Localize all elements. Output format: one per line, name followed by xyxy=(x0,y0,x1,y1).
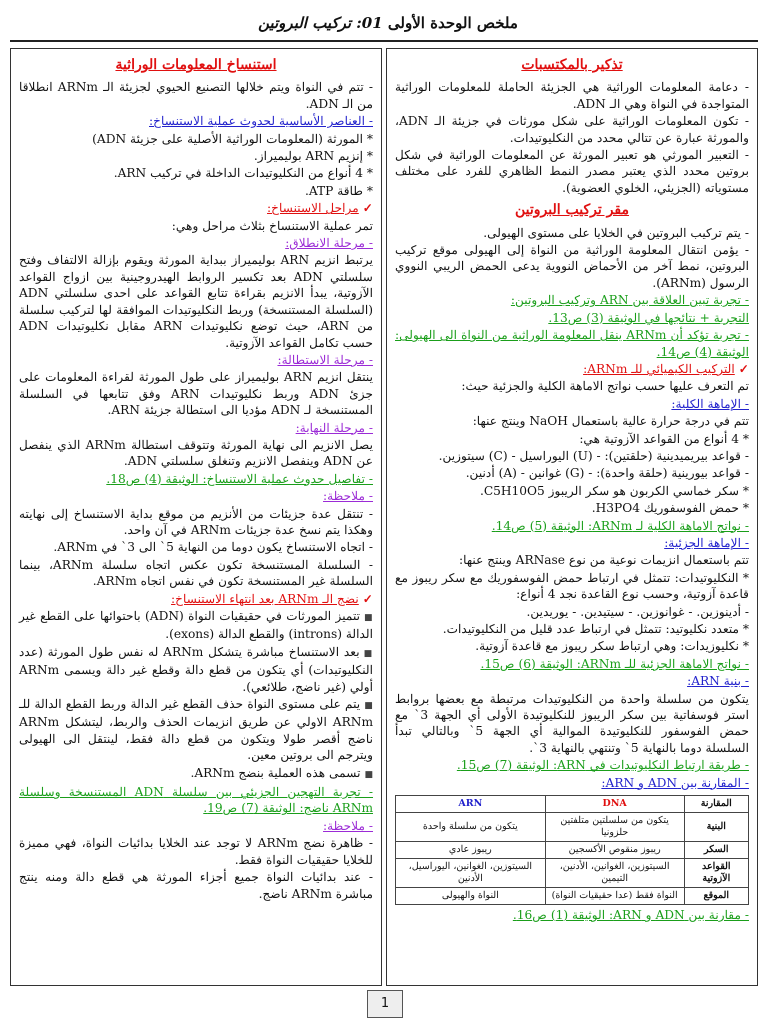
total-line: * حمض الفوسفوريك H3PO4. xyxy=(591,501,749,516)
bullet-icon: ■ xyxy=(363,648,373,659)
table-cell: يتكون من سلسلة واحدة xyxy=(396,813,546,842)
note1-line: - السلسلة المستنسخة تكون عكس اتجاه سلسلة ARNm، بينما السلسلة غير المستنسخة تكون في نفس اتجاه ARNm. xyxy=(19,557,373,589)
compare-doc: - مقارنة بين ADN و ARN: الوثيقة (1) ص16. xyxy=(512,908,749,923)
table-cell: السيتوزين، الغوانين، الأدنين، التيمين xyxy=(545,859,684,888)
init-title: - مرحلة الانطلاق: xyxy=(285,236,373,251)
check-icon: ✓ xyxy=(738,361,749,376)
recap-line: - دعامة المعلومات الوراثية هي الجزيئة الحاملة للمعلومات الوراثية المتواجدة في النواة وهي الـ ADN. xyxy=(395,80,749,111)
table-cell: السيتوزين، الغوانين، اليوراسيل، الأدنين xyxy=(396,859,546,888)
partial-hydrolysis-title: - الإماهة الجزئية: xyxy=(664,535,749,550)
experiment-1-doc: التجربة + نتائجها في الوثيقة (3) ص13. xyxy=(548,310,749,325)
site-heading: مقر تركيب البروتين xyxy=(515,202,629,219)
mature-line: تتميز المورثات في حقيقيات النواة (ADN) باحتوائها على القطع غير الدالة (introns) والقطع الدالة (exons). xyxy=(19,609,373,642)
table-row xyxy=(396,888,749,905)
structure-title: - بنية ARN: xyxy=(687,674,749,689)
recap-line: - تكون المعلومات الوراثية على شكل مورثات في جزيئة الـ ADN، والمورثة عبارة عن تتالي محدد من النكليوتيدات. xyxy=(395,114,749,145)
check-icon: ✓ xyxy=(362,201,373,216)
site-line: - يتم تركيب البروتين في الخلايا على مستوى الهيولى. xyxy=(483,225,749,240)
bullet-icon: ■ xyxy=(364,701,373,712)
partial-line: * النكليوتيدات: تتمثل في ارتباط حمض الفوسفوريك مع سكر ريبوز مع قاعدة آزوتية، وحسب نوع القاعدة نجد 4 أنواع: xyxy=(395,570,749,602)
unit-prefix: ملخص الوحدة الأولى xyxy=(382,14,518,32)
table-cell: النواة فقط (عدا حقيقيات النواة) xyxy=(545,888,684,905)
elong-text: ينتقل انزيم ARN بوليميراز على طول المورثة لقراءة المعلومات على جزئ ADN وربط نكليوتيدات ARN وفق تتابعها في السلسلة المستنسخة لـ ADN مؤديا الى استطالة جزيئة ARN. xyxy=(19,370,374,418)
total-line: - قواعد بيريميدينية (حلقتين): - (U) اليوراسيل - (C) سيتوزين. xyxy=(438,448,749,463)
elements-title: - العناصر الأساسية لحدوث عملية الاستنساخ: xyxy=(149,114,373,129)
element-line: * المورثة (المعلومات الوراثية الأصلية على جزيئة ADN) xyxy=(92,131,373,146)
table-cell: النواة والهيولى xyxy=(396,888,546,905)
table-cell: يتكون من سلسلتين متلفتين حلزونيا xyxy=(545,813,684,842)
table-header: ARN xyxy=(396,796,546,813)
mature-line: يتم على مستوى النواة حذف القطع غير الدالة وربط القطع الدالة للـ ARNm الاولي عن طريق انزيمات الحذف والربط، ليتشكل ARNm ناضج أقصر طولا ويتكون من قطع دالة فقط، لينتقل الى الهيولى ويترجم الى بروتين معين. xyxy=(19,697,373,763)
note1-line: - تنتقل عدة جزيئات من الأنزيم من موقع بداية الاستنساخ إلى نهايته وهكذا يتم نسخ عدة جزيئات ARNm في آن واحد. xyxy=(19,506,373,537)
title-divider xyxy=(10,40,758,42)
transcription-column xyxy=(10,48,382,986)
check-icon: ✓ xyxy=(362,591,373,606)
partial-line: تتم باستعمال انزيمات نوعية من نوع ARNase وينتج عنها: xyxy=(459,553,749,568)
note2-line: - عند بدائيات النواة جميع أجزاء المورثة هي قطع دالة ومنه ينتج مباشرة ARNm ناضج. xyxy=(19,870,373,901)
total-line: * سكر خماسي الكربون هو سكر الريبوز C5H10O5. xyxy=(479,483,749,498)
table-cell: البنية xyxy=(684,813,748,842)
term-text: يصل الانزيم الى نهاية المورثة وتتوقف استطالة ARNm الذي ينفصل عن ADN وينفصل الانزيم وتنغلق سلسلتي ADN. xyxy=(19,437,373,469)
element-line: * طاقة ATP. xyxy=(305,183,373,198)
note2-title: - ملاحظة: xyxy=(323,818,373,833)
init-text: يرتبط انزيم ARN بوليميراز ببداية المورثة ويقوم بإزالة الالتفاف وفتح سلسلتي ADN بعد تكسير الروابط الهيدروجينية بين ازواج القواعد الآزوتية، يبدأ الانزيم بقراءة تتابع القواعد على احدى سلسلتي ADN (السلسلة المستنسخة) وربط النكليوتيدات الموافقة لها لتركيب سلسلة من ARN، حيث توضع نكليوتيدات ARN مقابل نكليوتيدات ADN حسب تكامل القواعد الآزوتية. xyxy=(19,253,374,350)
partial-line: * نكليوزيدات: وهي ارتباط سكر ريبوز مع قاعدة آزوتية. xyxy=(475,639,749,654)
phases-intro: تمر عملية الاستنساخ بثلاث مراحل وهي: xyxy=(171,218,373,233)
experiment-2: - تجربة تؤكد أن ARNm ينقل المعلومة الوراثية من النواة الى الهيولى: الوثيقة (4) ص14. xyxy=(395,328,749,359)
transcription-heading: استنساخ المعلومات الوراثية xyxy=(115,57,277,73)
bullet-icon: ■ xyxy=(364,769,373,780)
experiment-1: - تجربة تبين العلاقة بين ARN وتركيب البروتين: xyxy=(510,293,749,308)
table-row xyxy=(396,859,749,888)
unit-title: : تركيب البروتين xyxy=(258,14,362,32)
page-number: 1 xyxy=(367,990,403,1018)
phases-title: مراحل الاستنساخ: xyxy=(267,201,359,216)
table-row xyxy=(396,813,749,842)
total-line: * 4 أنواع من القواعد الآزوتية هي: xyxy=(579,431,749,446)
table-cell: ريبوز منقوص الأكسجين xyxy=(545,842,684,859)
table-cell: ريبوز عادي xyxy=(396,842,546,859)
intro: - تتم في النواة ويتم خلالها التصنيع الحيوي لجزيئة الـ ARNm انطلاقا من الـ ADN. xyxy=(19,80,373,111)
note2-line: - ظاهرة نضج ARNm لا توجد عند الخلايا بدائيات النواة، فهي مميزة للخلايا حقيقيات النواة فقط. xyxy=(19,836,373,867)
compare-title: - المقارنة بين ADN و ARN: xyxy=(601,775,749,790)
element-line: * 4 أنواع من النكليوتيدات الداخلة في تركيب ARN. xyxy=(113,166,373,181)
total-line: - قواعد بيورينية (حلقة واحدة): - (G) غوانين - (A) أدنين. xyxy=(465,466,749,481)
partial-doc: - نواتج الاماهة الجزئية للـ ARNm: الوثيقة (6) ص15. xyxy=(480,656,749,671)
table-cell: السكر xyxy=(684,842,748,859)
table-cell: الموقع xyxy=(684,888,748,905)
table-header: DNA xyxy=(545,796,684,813)
partial-line: - أدينوزين. - غوانوزين. - سيتيدين. - يوريدين. xyxy=(526,604,749,619)
element-line: * إنزيم ARN بوليميراز. xyxy=(253,149,373,164)
detail-doc: - تفاصيل حدوث عملية الاستنساخ: الوثيقة (4) ص18. xyxy=(106,471,373,486)
total-line: تتم في درجة حرارة عالية باستعمال NaOH وينتج عنها: xyxy=(472,414,749,429)
note1-line: - اتجاه الاستنساخ يكون دوما من النهاية 5` الى 3` في ARNm. xyxy=(53,540,373,555)
total-doc: - نواتج الاماهة الكلية لـ ARNm: الوثيقة (5) ص14. xyxy=(491,518,749,533)
mature-line: بعد الاستنساخ مباشرة يتشكل ARNm له نفس طول المورثة (عدد النكليوتيدات) أي يتكون من قطع دالة وقطع غير دالة ويسمى ARNm أولي (غير ناضج، طلائعي). xyxy=(19,644,373,694)
recap-column xyxy=(386,48,758,986)
mature-line: تسمى هذه العملية بنضج ARNm. xyxy=(190,765,361,780)
unit-number: 01 xyxy=(361,14,383,32)
chem-intro: تم التعرف عليها حسب نواتج الاماهة الكلية والجزئية حيث: xyxy=(461,379,749,394)
elong-title: - مرحلة الاستطالة: xyxy=(277,352,373,367)
site-line: - يؤمن انتقال المعلومة الوراثية من النواة إلى الهيولى موقع تركيب البروتين، نمط آخر من الأحماض النووية يدعى الحمض الريبي النووي الرسول (ARNm). xyxy=(395,243,749,290)
maturation-title: نضج الـ ARNm بعد انتهاء الاستنساخ: xyxy=(171,591,359,606)
partial-line: * متعدد نكليوتيد: تتمثل في ارتباط عدد قليل من النكليوتيدات. xyxy=(442,622,749,636)
mature-doc: - تجربة التهجين الجزيئي بين سلسلة ADN المستنسخة وسلسلة ARNm ناضج: الوثيقة (7) ص19. xyxy=(19,785,374,816)
table-cell: القواعد الآزوتية xyxy=(684,859,748,888)
chem-heading: التركيب الكيميائي للـ ARNm: xyxy=(583,361,735,376)
structure-text: يتكون من سلسلة واحدة من النكليوتيدات مرتبطة مع بعضها بروابط استر فوسفاتية بين سكر الريبوز للنكليوتيدة الأولى أي الجهة 3` مع حمض الفوسفور للنكليوتيدة الموالية أي الجهة 5` وبالتالي تبدأ السلسلة دوما بالنهاية 5` وتنتهي بالنهاية 3`. xyxy=(395,691,750,755)
recap-heading: تذكير بالمكتسبات xyxy=(521,57,623,73)
comparison-table xyxy=(395,795,749,905)
table-header: المقارنة xyxy=(684,796,748,813)
note1-title: - ملاحظة: xyxy=(323,489,373,504)
link-doc: - طريقة ارتباط النكليوتيدات في ARN: الوثيقة (7) ص15. xyxy=(456,758,749,773)
total-hydrolysis-title: - الإماهة الكلية: xyxy=(671,396,749,411)
page-title xyxy=(8,14,768,32)
recap-line: - التعبير المورثي هو تعبير المورثة عن المعلومات الوراثية في شكل بروتين محدد الذي يعتبر مصدر النمط الظاهري للفرد على مختلف مستوياته (الجزيئي، الخلوي العضوية). xyxy=(395,148,749,195)
term-title: - مرحلة النهاية: xyxy=(295,420,373,435)
table-row xyxy=(396,842,749,859)
bullet-icon: ■ xyxy=(364,613,373,623)
